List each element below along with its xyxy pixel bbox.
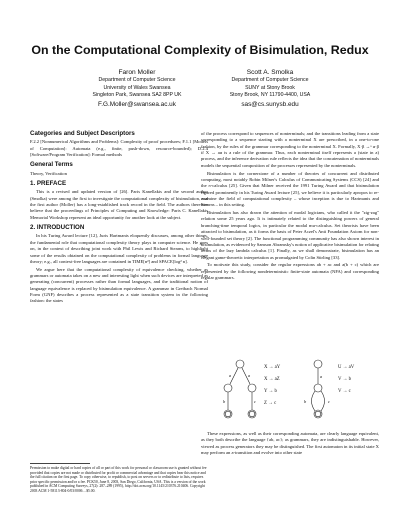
grammar-rule: X → aY <box>264 365 281 370</box>
categories-heading: Categories and Subject Descriptors <box>30 130 135 137</box>
author-name: Faron Moller <box>118 69 156 76</box>
grammar-rule: Y → b <box>264 389 277 394</box>
copyright-footnote: Permission to make digital or hard copies of all or part of this work for personal or classroom use is granted without fee provided that copies are not made or distributed for profit or commercial advantage and that copies bear this notice and the full citation on the first page. To copy otherwise, to republish, to post on servers or to redistribute to lists, requires prior specific permission and/or a fee. PCK50, June 8, 2003, San Diego, California, USA. This is a version of the work published in ACM Computing Surveys, 27(2): 287–289 (1995), http://doi.acm.org/10.1145/210376.210406. Copyright 2003 ACM 1-58113-804-0/03/0006 ...$5.00. <box>30 466 207 493</box>
right-paragraph-1: of the process correspond to sequences of nonterminals; and the transitions leading from a state corresponding to a sequence starting with a nonterminal X are prescribed, in a one-to-one fashion, by the rules of the grammar corresponding to the nonterminal X. Formally, X·β →ᵃ α·β if X → aα is a rule of the grammar. Thus, each nonterminal itself represents a (state in a) process, and the inference derivation rule reflects the idea that the concatenation of nonterminals models the sequential composition of the processes represented by the nonterminals. <box>201 131 379 168</box>
intro-paragraph-1: In his Turing Award lecture [12], Juris Hartmanis eloquently discusses, among other things, the fundamental role that computational complexity theory plays in computer science. He goes on, in the context of describing joint work with Phil Lewis and Richard Stearns, to highlight some of the results obtained on the computational complexity of problems in formal language theory; e.g., all context-free languages are contained in TIME[n³] and SPACE[log² n]. <box>30 233 208 264</box>
edge-v-final-c <box>321 391 325 411</box>
author-block-2 <box>185 68 355 110</box>
grammar-rule: V → c <box>338 389 351 394</box>
section-introduction-heading: 2. INTRODUCTION <box>30 224 85 232</box>
state-final-2-inner <box>249 411 255 417</box>
author-email[interactable]: F.G.Moller@swansea.ac.uk <box>98 100 176 108</box>
state-x <box>236 360 244 368</box>
intro-paragraph-2: We argue here that the computational complexity of equivalence checking, whether as grammars or automata takes on a new and interesting light when such devices are interpreted as generating (concurrent) processes rather than formal languages, and the traditional notion of language equivalence is replaced by bisimulation equivalence. A grammar in Greibach Normal Form (GNF) describes a process represented as a state transition system in the following fashion: the states <box>30 266 208 304</box>
state-y <box>224 384 232 392</box>
right-paragraph-2: Bisimulation is the cornerstone of a number of theories of concurrent and distributed computing, most notably Robin Milner's Calculus of Communicating Systems (CCS) [24] and the π-calculus [25]. Given that Milner received the 1991 Turing Award and that bisimulation figured prominently in his Turing Award lecture [25], we believe it is particularly apropos to re-examine the field of computational complexity – whose inception is due to Hartmanis and Stearns – in this setting. <box>201 170 379 208</box>
automaton-2 <box>312 360 325 418</box>
grammar-2 <box>338 365 355 394</box>
author-inst: SUNY at Stony Brook <box>245 84 295 91</box>
grammar-rule: V → b <box>338 377 351 382</box>
author-addr: Stony Brook, NY 11790-4400, USA <box>229 92 311 99</box>
author-addr: Singleton Park, Swansea SA2 8PP UK <box>92 92 182 99</box>
edge-label: b <box>304 399 307 404</box>
edge-label: a <box>229 373 232 378</box>
author-dept: Department of Computer Science <box>98 77 176 83</box>
general-terms-heading: General Terms <box>30 161 73 169</box>
state-final-1-inner <box>225 411 231 417</box>
automaton-1 <box>224 360 256 418</box>
author-email[interactable]: sas@cs.sunysb.edu <box>241 100 299 108</box>
edge-label: a <box>248 373 251 378</box>
state-final-3-inner <box>315 411 321 417</box>
grammar-rule: Z → c <box>264 401 277 406</box>
edge-label: b <box>223 399 226 404</box>
right-column-continued <box>201 431 379 458</box>
paper-title: On the Computational Complexity of Bisimulation, Redux <box>31 43 369 57</box>
edge-label: c <box>254 399 256 404</box>
left-column <box>30 131 208 306</box>
grammar-rule: U → aV <box>338 365 355 370</box>
state-u <box>314 360 322 368</box>
categories-text: F.2.2 [Nonnumerical Algorithms and Problems]: Complexity of proof procedures; F.1.1 [Models of Computation]: Automata (e.g., finite, push-down, resource-bounded); D.2.4 [Software/Program Verification]: Formal methods <box>30 139 208 158</box>
right-column <box>201 131 379 283</box>
right-paragraph-3: Bisimulation has also drawn the attention of modal logicians, who called it the "zig-zag" relation some 25 years ago. It is intimately related to the distinguishing powers of general branching-time temporal logics, in particular the modal mu-calculus. Set theorists have been attracted to bisimulation, as it forms the basis of Peter Aczel's Anti Foundation Axiom for non-well-founded set theory [2]. The functional programming community has also shown interest in bisimulation, as evidenced by Samson Abramsky's notion of applicative bisimulation for relating terms of the lazy lambda calculus [1]. Finally, as we shall demonstrate, bisimulation has an elegant game-theoretic interpretation as promulgated by Colin Stirling [33]. <box>201 210 379 260</box>
right-paragraph-5: These expressions, as well as their corresponding automata, are clearly language equivalent, as they both describe the language {ab, ac}; as grammars, they are indistinguishable. However, viewed as process generators they may be distinguished. The first automaton in its initial state X may perform an a-transition and evolve into other state <box>201 431 379 456</box>
grammar-1 <box>264 365 281 406</box>
right-paragraph-4: To motivate this study, consider the regular expressions ab + ac and a(b + c) which are represented by the following nondeterministic finite-state automata (NFA) and corresponding regular grammars. <box>201 262 379 281</box>
author-name: Scott A. Smolka <box>246 69 294 76</box>
general-terms-text: Theory, Verification <box>30 170 67 176</box>
section-preface-heading: 1. PREFACE <box>30 180 67 188</box>
edge-label: c <box>328 399 330 404</box>
edge-label: a <box>320 374 323 379</box>
state-v <box>314 384 322 392</box>
nfa-diagram <box>218 356 370 426</box>
footnote-rule <box>30 463 90 464</box>
edge-v-final-b <box>312 391 316 411</box>
author-inst: University of Wales Swansea <box>103 84 171 91</box>
state-z <box>248 384 256 392</box>
grammar-rule: X → aZ <box>264 377 280 382</box>
author-dept: Department of Computer Science <box>231 77 309 83</box>
preface-paragraph: This is a revised and updated version of [26]. Paris Kanellakis and the second author (Smolka) were among the first to investigate the computational complexity of bisimulation, and the first author (Moller) has a long-established track record in the field. The authors therefore believe that the proceedings of Principles of Computing and Knowledge: Paris C. Kanellakis Memorial Workshop represent an ideal opportunity for another look at the subject. <box>30 189 208 220</box>
